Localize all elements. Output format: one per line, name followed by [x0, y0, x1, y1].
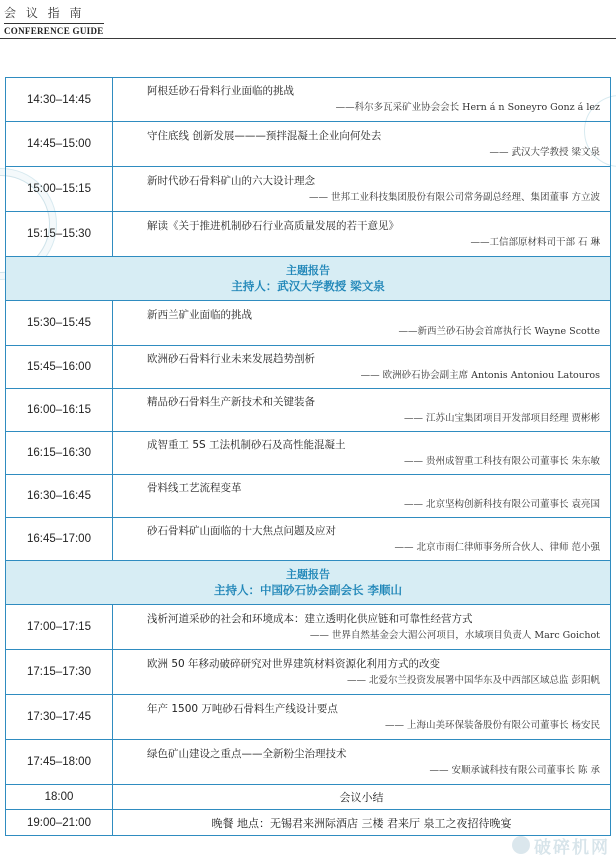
row-content: [113, 695, 611, 740]
talk-speaker: —— 北京坚构创新科技有限公司董事长 袁亮国: [403, 498, 600, 510]
schedule-row: [6, 346, 611, 389]
talk-speaker: ——科尔多瓦采矿业协会会长 Hern á n Soneyro Gonz á lez: [335, 102, 600, 113]
row-content: [113, 740, 611, 785]
row-time: 15:15–15:30: [6, 212, 113, 257]
schedule-row: [6, 212, 611, 257]
summary-text: 会议小结: [113, 785, 611, 810]
row-content: [113, 432, 611, 475]
row-time: 16:15–16:30: [6, 432, 113, 475]
page-header: [4, 4, 104, 36]
talk-title: 新西兰矿业面临的挑战: [147, 308, 252, 321]
talk-title: 解读《关于推进机制砂石行业高质量发展的若干意见》: [147, 219, 399, 232]
talk-title: 精品砂石骨料生产新技术和关键装备: [147, 395, 315, 408]
schedule-row: [6, 78, 611, 122]
schedule-body: [6, 78, 611, 836]
talk-title: 新时代砂石骨料矿山的六大设计理念: [147, 174, 315, 187]
schedule-row: [6, 740, 611, 785]
watermark: [420, 833, 610, 857]
schedule-row: [6, 389, 611, 432]
row-time: 15:00–15:15: [6, 167, 113, 212]
row-content: [113, 475, 611, 518]
talk-title: 欧洲砂石骨料行业未来发展趋势剖析: [147, 352, 315, 365]
schedule-row: [6, 475, 611, 518]
dinner-text: 晚餐 地点：无锡君来洲际酒店 三楼 君来厅 泉工之夜招待晚宴: [113, 810, 611, 836]
schedule-row: [6, 122, 611, 167]
row-content: [113, 518, 611, 561]
row-time: 14:30–14:45: [6, 78, 113, 122]
talk-title: 守住底线 创新发展———预拌混凝土企业向何处去: [147, 129, 382, 142]
talk-speaker: —— 北京市雨仁律师事务所合伙人、律师 范小强: [394, 541, 600, 553]
talk-title: 骨料线工艺流程变革: [147, 481, 242, 494]
talk-speaker: —— 世界自然基金会大湄公河项目，水域项目负责人 Marc Goichot: [309, 629, 600, 641]
watermark-text: 破碎机网: [534, 837, 610, 858]
schedule-row: [6, 301, 611, 346]
row-content: [113, 346, 611, 389]
talk-speaker: —— 上海山美环保装备股份有限公司董事长 杨安民: [384, 719, 600, 731]
row-content: [113, 650, 611, 695]
talk-title: 砂石骨料矿山面临的十大焦点问题及应对: [147, 524, 336, 537]
talk-title: 浅析河道采砂的社会和环境成本：建立透明化供应链和可靠性经营方式: [147, 612, 473, 625]
session-cell: [6, 257, 611, 301]
schedule-row: [6, 605, 611, 650]
row-time: 16:30–16:45: [6, 475, 113, 518]
header-title-cn: 会 议 指 南: [4, 6, 85, 20]
row-time: 17:00–17:15: [6, 605, 113, 650]
row-time: 15:45–16:00: [6, 346, 113, 389]
schedule-row: [6, 167, 611, 212]
row-time: 17:30–17:45: [6, 695, 113, 740]
row-time: 15:30–15:45: [6, 301, 113, 346]
row-time: 14:45–15:00: [6, 122, 113, 167]
watermark-logo-icon: [512, 836, 530, 854]
talk-speaker: —— 北爱尔兰投资发展署中国华东及中西部区域总监 彭阳帆: [346, 674, 600, 686]
header-rule: [0, 38, 616, 39]
talk-title: 成智重工 5S 工法机制砂石及高性能混凝土: [147, 438, 346, 451]
row-content: [113, 78, 611, 122]
talk-speaker: —— 江苏山宝集团项目开发部项目经理 贾彬彬: [403, 412, 600, 424]
session-host: 主持人：中国砂石协会副会长 李顺山: [213, 582, 402, 597]
talk-title: 阿根廷砂石骨料行业面临的挑战: [147, 85, 294, 97]
session-header: [6, 561, 611, 605]
talk-speaker: —— 欧洲砂石协会副主席 Antonis Antoniou Latouros: [360, 369, 600, 381]
row-content: [113, 212, 611, 257]
talk-speaker: ——工信部原材料司干部 石 琳: [470, 236, 600, 248]
session-host: 主持人：武汉大学教授 梁文泉: [231, 278, 385, 293]
schedule-row: [6, 518, 611, 561]
row-time: 17:15–17:30: [6, 650, 113, 695]
schedule-row: [6, 650, 611, 695]
talk-title: 年产 1500 万吨砂石骨料生产线设计要点: [147, 702, 338, 715]
schedule-row: [6, 695, 611, 740]
row-content: [113, 122, 611, 167]
session-header: [6, 257, 611, 301]
schedule-table: [5, 77, 611, 836]
dinner-time: 19:00–21:00: [6, 810, 113, 836]
talk-speaker: —— 贵州成智重工科技有限公司董事长 朱东敏: [403, 455, 600, 467]
schedule-row: [6, 432, 611, 475]
header-title-en: CONFERENCE GUIDE: [4, 23, 104, 36]
session-cell: [6, 561, 611, 605]
row-time: 16:45–17:00: [6, 518, 113, 561]
row-time: 17:45–18:00: [6, 740, 113, 785]
talk-speaker: —— 安顺承诚科技有限公司董事长 陈 承: [429, 764, 600, 776]
dinner-row: [6, 810, 611, 836]
session-label: 主题报告: [286, 567, 330, 581]
talk-speaker: —— 世邦工业科技集团股份有限公司常务副总经理、集团董事 方立波: [308, 191, 600, 203]
row-content: [113, 605, 611, 650]
talk-speaker: ——新西兰砂石协会首席执行长 Wayne Scotte: [398, 325, 600, 337]
session-label: 主题报告: [286, 263, 330, 277]
talk-title: 绿色矿山建设之重点——全新粉尘治理技术: [147, 747, 347, 760]
talk-speaker: —— 武汉大学教授 梁文泉: [489, 146, 600, 158]
row-content: [113, 389, 611, 432]
summary-row: [6, 785, 611, 810]
row-time: 16:00–16:15: [6, 389, 113, 432]
row-content: [113, 167, 611, 212]
talk-title: 欧洲 50 年移动破碎研究对世界建筑材料资源化利用方式的改变: [147, 657, 441, 670]
summary-time: 18:00: [6, 785, 113, 810]
row-content: [113, 301, 611, 346]
